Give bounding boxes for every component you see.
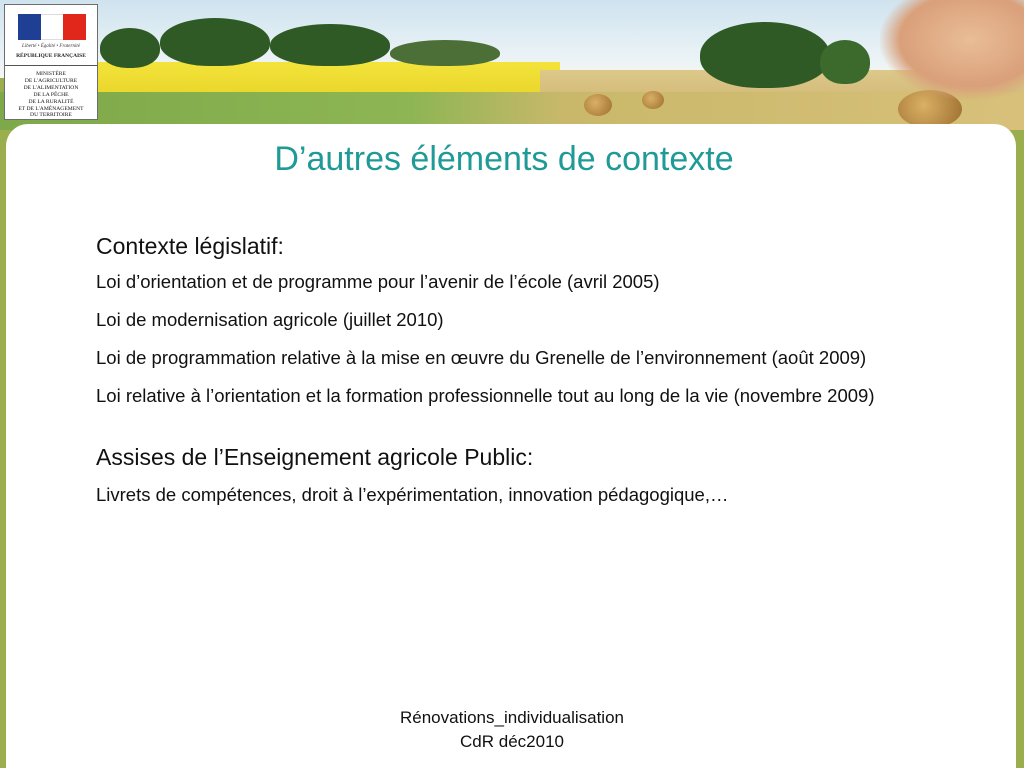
section-heading-legislative: Contexte législatif: <box>96 233 284 259</box>
slide-title: D’autres éléments de contexte <box>274 140 734 178</box>
legislative-list <box>96 269 976 409</box>
slide-body <box>96 232 976 508</box>
ministry-line: DE L'ALIMENTATION <box>23 84 79 91</box>
logo-divider <box>5 65 97 66</box>
list-item: Loi de modernisation agricole (juillet 2010) <box>96 309 444 330</box>
banner-tree <box>820 40 870 84</box>
list-item: Loi de programmation relative à la mise en œuvre du Grenelle de l’environnement (août 2009) <box>96 347 867 368</box>
banner-tree <box>390 40 500 66</box>
hand-with-grain <box>880 0 1024 100</box>
logo-ministry-name <box>5 71 97 119</box>
ministry-line: DU TERRITOIRE <box>30 112 72 119</box>
marianne-flag-icon <box>18 14 86 40</box>
ministry-line: DE LA RURALITÉ <box>28 98 74 105</box>
ministry-line: ET DE L'AMÉNAGEMENT <box>18 105 84 112</box>
ministry-logo <box>4 4 98 120</box>
banner-tree <box>270 24 390 66</box>
footer-line: CdR déc2010 <box>460 732 564 751</box>
ministry-line: MINISTÈRE <box>36 71 66 77</box>
hay-bale <box>642 91 664 109</box>
section-heading-assises: Assises de l’Enseignement agricole Public: <box>96 444 534 470</box>
list-item: Loi d’orientation et de programme pour l’avenir de l’école (avril 2005) <box>96 271 660 292</box>
footer-line: Rénovations_individualisation <box>400 708 624 727</box>
header-banner-image <box>0 0 1024 130</box>
banner-tree <box>160 18 270 66</box>
list-item: Loi relative à l’orientation et la formation professionnelle tout au long de la vie (novembre 2009) <box>96 385 875 406</box>
banner-tree <box>100 28 160 68</box>
slide-footer <box>0 706 1024 754</box>
ministry-line: DE LA PÊCHE <box>33 91 69 98</box>
logo-motto: Liberté • Égalité • Fraternité <box>22 44 80 49</box>
banner-tree <box>700 22 830 88</box>
hay-bale <box>584 94 612 116</box>
ministry-line: DE L'AGRICULTURE <box>24 77 78 84</box>
assises-list <box>96 482 976 508</box>
logo-republic: RÉPUBLIQUE FRANÇAISE <box>16 53 86 59</box>
list-item: Livrets de compétences, droit à l’expérimentation, innovation pédagogique,… <box>96 484 729 505</box>
